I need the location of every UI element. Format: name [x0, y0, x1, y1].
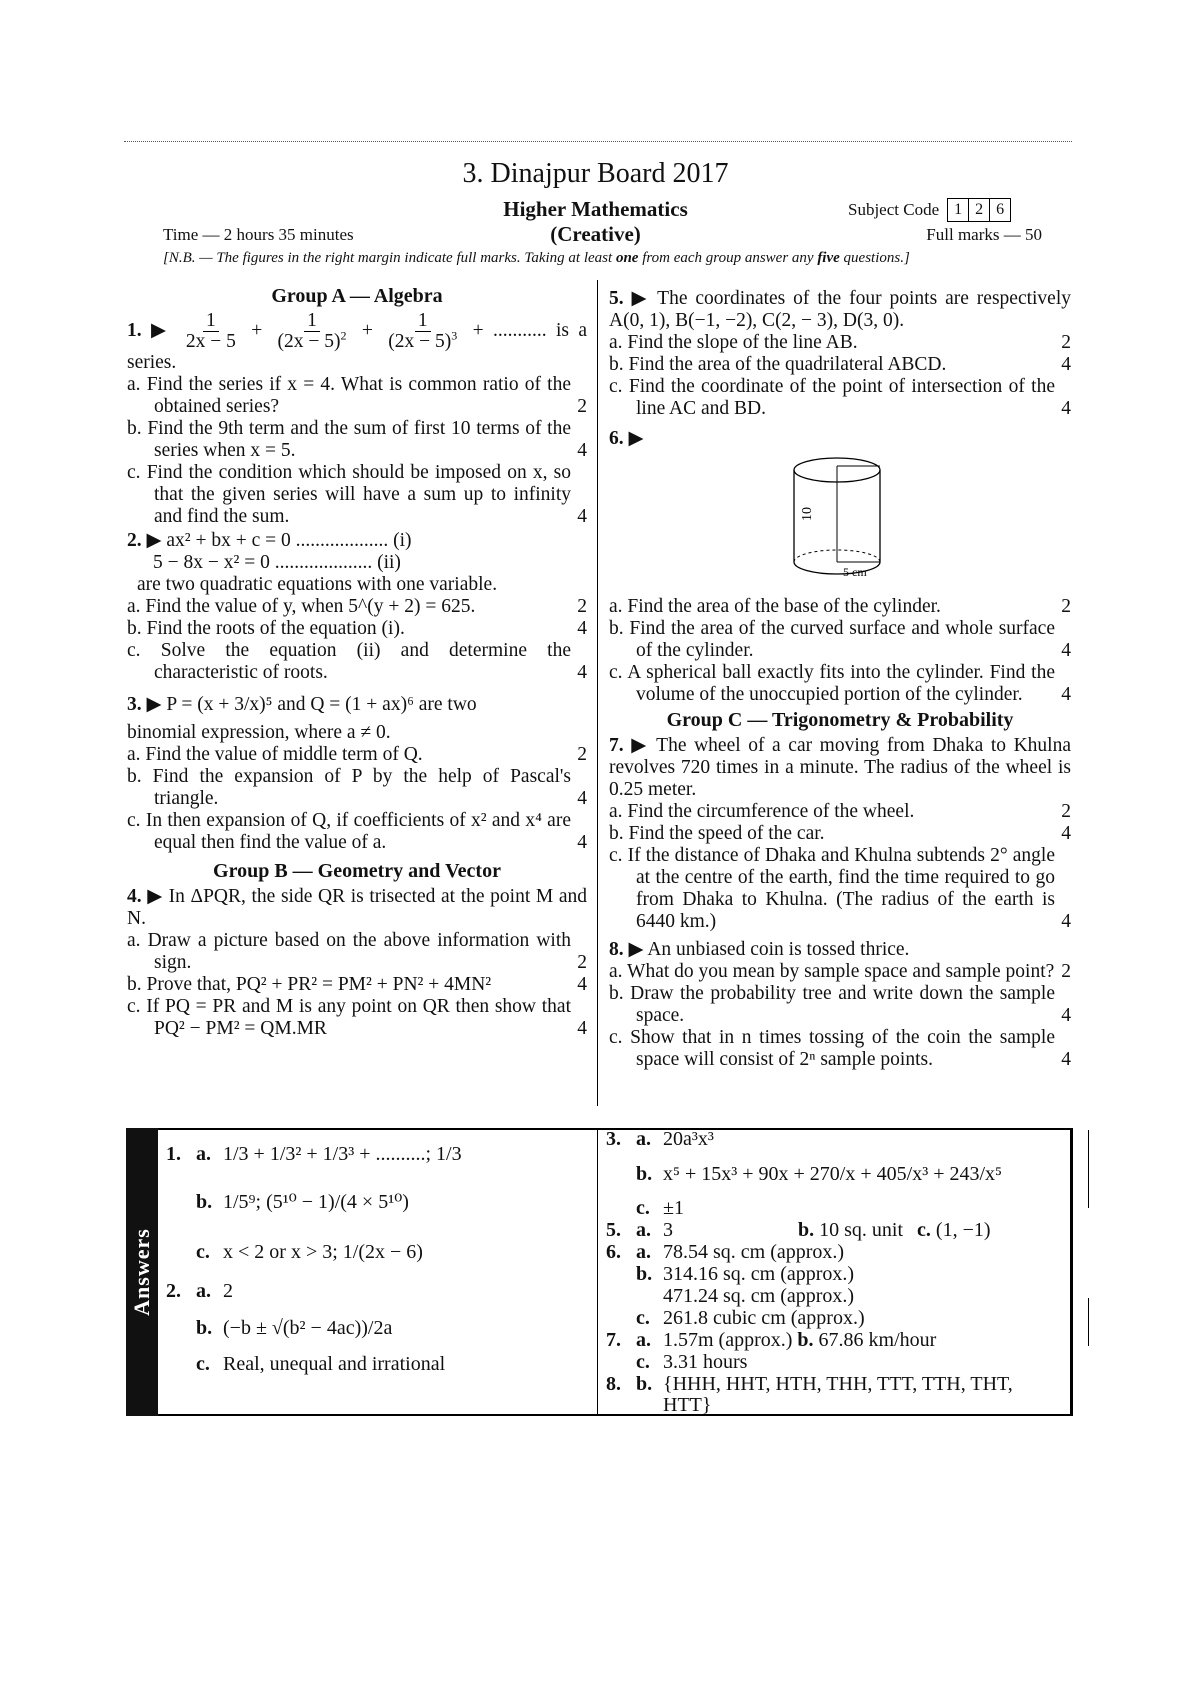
- subject-name: Higher Mathematics: [503, 197, 688, 221]
- q7-part-c: c. If the distance of Dhaka and Khulna subtends 2° angle at the centre of the earth, find the time required to go from Dhaka to Khulna. (The radius of the earth is 6440 km.) 4: [609, 845, 1071, 932]
- figure-height-label: 10: [800, 507, 815, 521]
- answer-7: 7. a. 1.57m (approx.) b. 67.86 km/hour: [606, 1329, 937, 1351]
- answer-1c: c. x < 2 or x > 3; 1/(2x − 6): [196, 1240, 423, 1263]
- answers-left: [166, 1130, 586, 1377]
- q8-part-c: c. Show that in n times tossing of the coin the sample space will consist of 2ⁿ sample points. 4: [609, 1027, 1071, 1070]
- q7-part-a: a. Find the circumference of the wheel. 2: [609, 801, 1071, 822]
- q3-part-c: c. In then expansion of Q, if coefficients of x² and x⁴ are equal then find the value of a. 4: [127, 810, 587, 853]
- figure-radius-label: 5 cm: [843, 565, 867, 579]
- answer-3a: 3. a. 20a³x³: [606, 1128, 714, 1150]
- answer-8b: 8. b. {HHH, HHT, HTH, THH, TTT, TTH, THT, HTT}: [606, 1373, 1013, 1416]
- answer-6c: c. 261.8 cubic cm (approx.): [636, 1307, 865, 1329]
- answer-2c: c. Real, unequal and irrational: [196, 1352, 446, 1375]
- q1-part-b: b. Find the 9th term and the sum of first 10 terms of the series when x = 5. 4: [127, 418, 587, 461]
- code-digit: 2: [968, 199, 989, 221]
- left-column: [127, 282, 587, 1040]
- answer-7c: c. 3.31 hours: [636, 1351, 748, 1373]
- q2-part-c: c. Solve the equation (ii) and determine the characteristic of roots. 4: [127, 640, 587, 683]
- q3-part-a: a. Find the value of middle term of Q. 2: [127, 744, 587, 765]
- q4-part-a: a. Draw a picture based on the above information with sign. 2: [127, 930, 587, 973]
- question-2: 2. ▶ ax² + bx + c = 0 ................... (i): [127, 530, 412, 551]
- q6-part-a: a. Find the area of the base of the cylinder. 2: [609, 596, 1071, 617]
- group-b-heading: Group B — Geometry and Vector: [213, 860, 501, 882]
- q2-part-a: a. Find the value of y, when 5^(y + 2) = 625. 2: [127, 596, 587, 617]
- question-4: 4. ▶ In ΔPQR, the side QR is trisected at the point M and N.: [127, 886, 588, 929]
- question-5: 5. ▶ The coordinates of the four points are respectively A(0, 1), B(−1, −2), C(2, − 3), D(3, 0).: [609, 288, 1072, 331]
- margin-mark: [1088, 1130, 1089, 1208]
- answer-1a: 1. a. 1/3 + 1/3² + 1/3³ + ..........; 1/3: [166, 1142, 462, 1165]
- q3-part-b: b. Find the expansion of P by the help of Pascal's triangle. 4: [127, 766, 587, 809]
- answer-1b: b. 1/5⁹; (5¹⁰ − 1)/(4 × 5¹⁰): [196, 1190, 409, 1213]
- q1-part-c: c. Find the condition which should be imposed on x, so that the given series will have a sum up to infinity and find the sum. 4: [127, 462, 587, 527]
- q8-part-a: a. What do you mean by sample space and sample point? 2: [609, 961, 1071, 982]
- q2-stem: are two quadratic equations with one variable.: [137, 574, 498, 595]
- q4-part-b: b. Prove that, PQ² + PR² = PM² + PN² + 4MN² 4: [127, 974, 587, 995]
- q6-part-c: c. A spherical ball exactly fits into the cylinder. Find the volume of the unoccupied portion of the cylinder. 4: [609, 662, 1071, 705]
- answer-2b: b. (−b ± √(b² − 4ac))/2a: [196, 1316, 393, 1339]
- q5-part-c: c. Find the coordinate of the point of intersection of the line AC and BD. 4: [609, 376, 1071, 419]
- answers-label: Answers: [129, 1228, 155, 1316]
- subject-code: [848, 198, 1011, 222]
- q4-part-c: c. If PQ = PR and M is any point on QR then show that PQ² − PM² = QM.MR 4: [127, 996, 587, 1039]
- q8-part-b: b. Draw the probability tree and write down the sample space. 4: [609, 983, 1071, 1026]
- q2-equation-2: 5 − 8x − x² = 0 .................... (ii): [153, 552, 401, 573]
- page-title: 3. Dinajpur Board 2017: [462, 158, 729, 189]
- answer-6b: b. 314.16 sq. cm (approx.): [636, 1263, 855, 1285]
- instructions-note: [N.B. — The figures in the right margin indicate full marks. Taking at least one from each group answer any five questions.]: [163, 250, 910, 266]
- group-a-heading: Group A — Algebra: [271, 285, 443, 307]
- q7-part-b: b. Find the speed of the car. 4: [609, 823, 1071, 844]
- column-divider: [597, 280, 598, 1106]
- answer-5: 5. a. 3 b. 10 sq. unit c. (1, −1): [606, 1219, 991, 1241]
- question-6: 6. ▶: [609, 428, 644, 449]
- question-1: 1. ▶ $\frac{1}{2x - 5}$ + $\frac{1}{(2x - 5)^2}$ + $\frac{1}{(2x - 5)^3}$ + ........... is a series.: [127, 310, 587, 373]
- cylinder-figure: [787, 456, 897, 586]
- right-column: [609, 286, 1071, 1071]
- answers-divider: [597, 1128, 598, 1414]
- subject-code-boxes: [947, 198, 1011, 222]
- q3-stem-2: binomial expression, where a ≠ 0.: [127, 722, 391, 743]
- code-digit: 1: [954, 201, 963, 218]
- full-marks: Full marks — 50: [926, 225, 1042, 244]
- answer-3b: b. x⁵ + 15x³ + 90x + 270/x + 405/x³ + 243/x⁵: [636, 1162, 1003, 1185]
- top-dotted-rule: [124, 141, 1072, 142]
- answer-6a: 6. a. 78.54 sq. cm (approx.): [606, 1241, 845, 1263]
- answers-right: [606, 1128, 1066, 1417]
- q1-part-a: a. Find the series if x = 4. What is common ratio of the obtained series? 2: [127, 374, 587, 417]
- answer-3c: c. ±1: [636, 1197, 684, 1219]
- question-3: 3. ▶ P = (x + 3/x)⁵ and Q = (1 + ax)⁶ are two: [127, 694, 477, 715]
- q5-part-b: b. Find the area of the quadrilateral ABCD. 4: [609, 354, 1071, 375]
- time-allowed: Time — 2 hours 35 minutes: [163, 225, 354, 244]
- code-digit: 6: [989, 199, 1010, 221]
- subject-code-label: Subject Code: [848, 200, 940, 219]
- question-8: 8. ▶ An unbiased coin is tossed thrice.: [609, 939, 910, 960]
- q5-part-a: a. Find the slope of the line AB. 2: [609, 332, 1071, 353]
- q2-part-b: b. Find the roots of the equation (i). 4: [127, 618, 587, 639]
- question-7: 7. ▶ The wheel of a car moving from Dhaka to Khulna revolves 720 times in a minute. The radius of the wheel is 0.25 meter.: [609, 735, 1071, 800]
- margin-mark: [1088, 1298, 1089, 1346]
- exam-type: (Creative): [550, 222, 641, 246]
- answer-2a: 2. a. 2: [166, 1279, 233, 1302]
- answer-6b-2: 471.24 sq. cm (approx.): [663, 1285, 855, 1307]
- q6-part-b: b. Find the area of the curved surface and whole surface of the cylinder. 4: [609, 618, 1071, 661]
- group-c-heading: Group C — Trigonometry & Probability: [666, 709, 1014, 731]
